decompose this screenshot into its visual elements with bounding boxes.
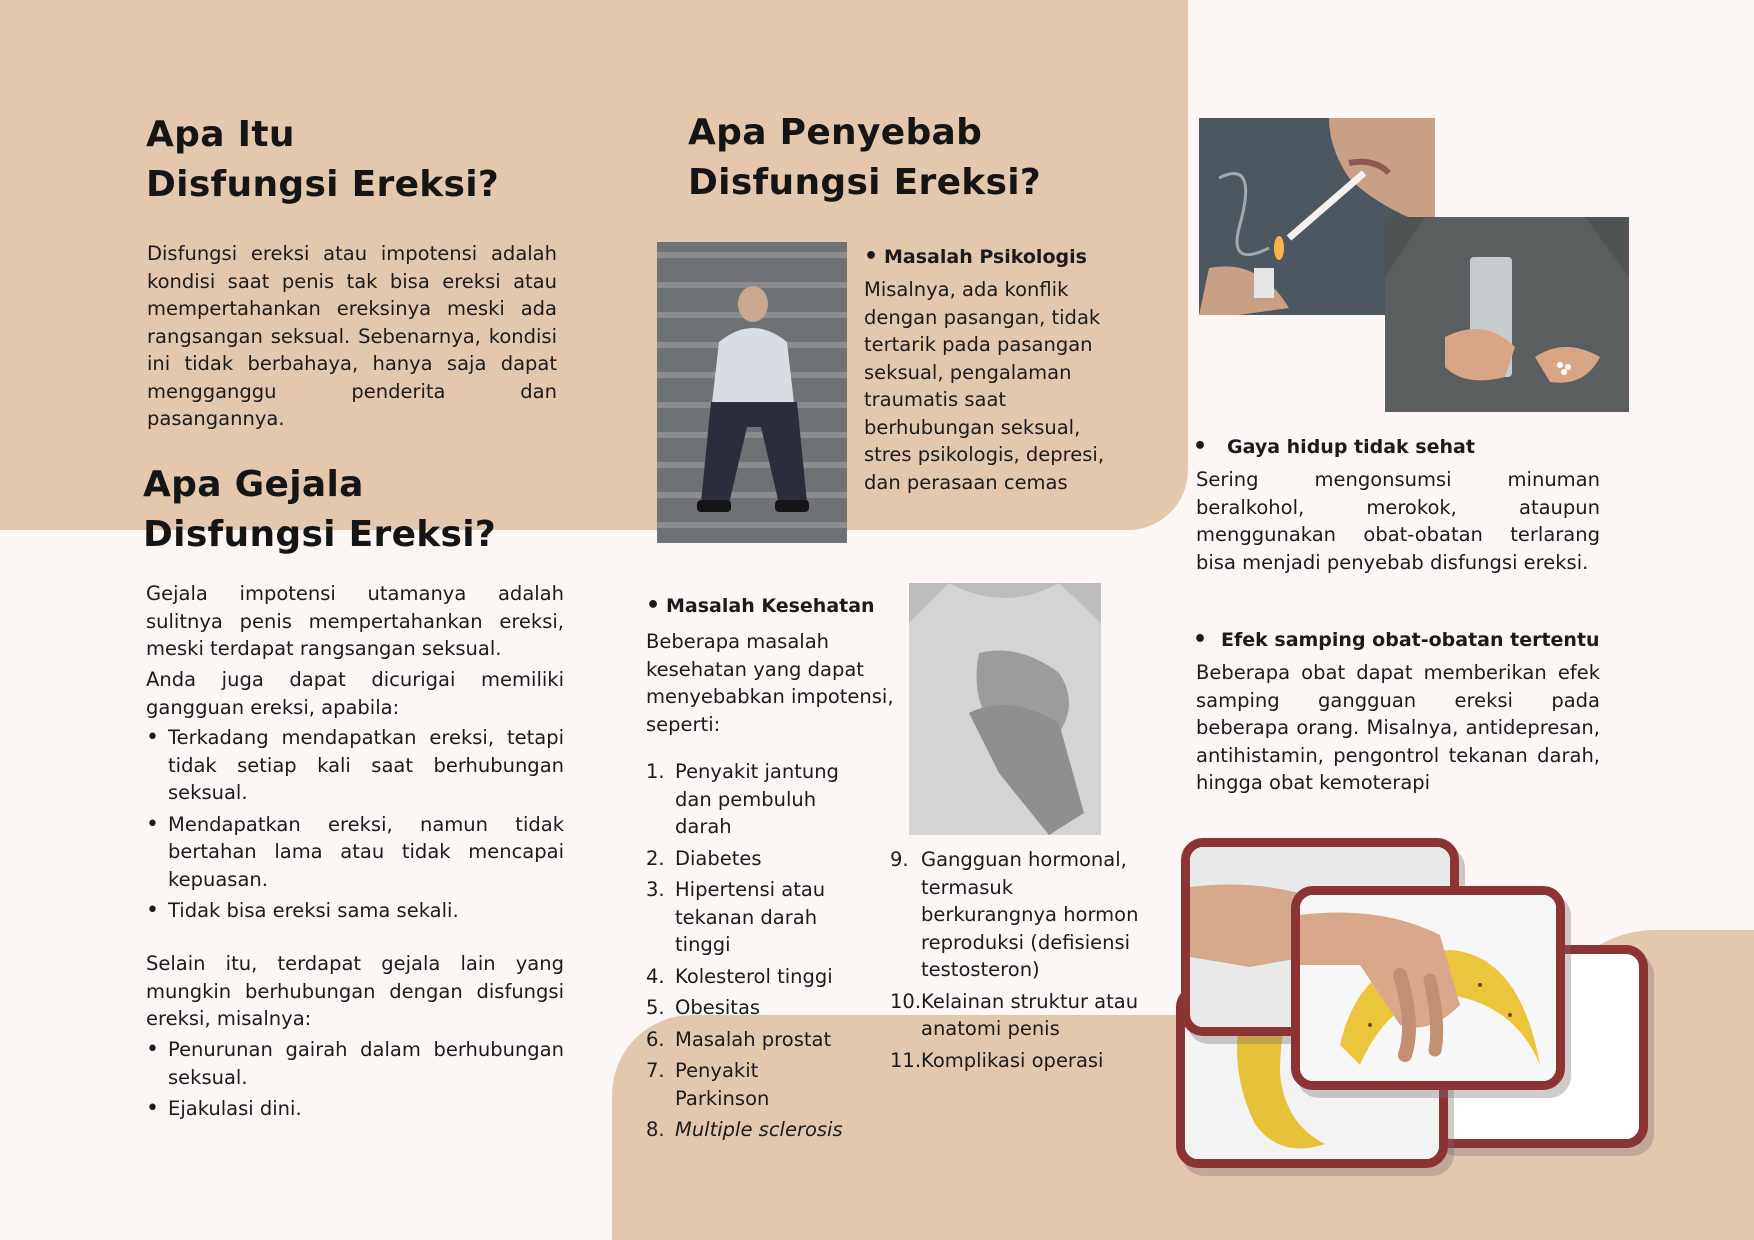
- list-item: [646, 1026, 856, 1054]
- health-list-continued: [890, 846, 1145, 1078]
- banana-photo-frame: [1291, 886, 1565, 1090]
- what-is-paragraph: Disfungsi ereksi atau impotensi adalah kondisi saat penis tak bisa ereksi atau mempertahankan ereksinya meski ada rangsangan seksual. Sebenarnya, kondisi ini tidak berbahaya, hanya saja dapat mengganggu penderita dan pasangannya.: [147, 242, 557, 430]
- list-number: 10.: [890, 989, 922, 1013]
- bullet-icon: •: [646, 593, 661, 618]
- lifestyle-heading-label: Gaya hidup tidak sehat: [1227, 436, 1475, 458]
- title-line: Disfungsi Ereksi?: [688, 162, 1042, 203]
- list-number: 9.: [890, 848, 909, 871]
- bullet-icon: •: [1193, 627, 1208, 652]
- list-text: Komplikasi operasi: [921, 1048, 1104, 1072]
- title-line: Apa Gejala: [143, 464, 364, 505]
- symptoms-intro-2: Anda juga dapat dicurigai memiliki gangguan ereksi, apabila:: [146, 668, 564, 719]
- list-number: 3.: [646, 878, 665, 901]
- list-item: [890, 1047, 1145, 1075]
- list-item: • Tidak bisa ereksi sama sekali.: [146, 897, 564, 925]
- banana-photo: [1300, 895, 1556, 1081]
- title-line: Disfungsi Ereksi?: [146, 164, 500, 205]
- stressed-man-photo: [657, 242, 847, 543]
- health-list: [646, 758, 856, 1148]
- list-text: Penyakit Parkinson: [675, 1059, 770, 1110]
- list-number: 1.: [646, 760, 665, 783]
- drug-effects-heading: [1193, 626, 1600, 654]
- list-text: Multiple sclerosis: [675, 1118, 843, 1141]
- symptoms-list: [146, 724, 564, 929]
- list-text: Hipertensi atau tekanan darah tinggi: [675, 878, 826, 956]
- list-number: 4.: [646, 964, 665, 988]
- list-text: Kolesterol tinggi: [675, 964, 833, 988]
- list-item: • Terkadang mendapatkan ereksi, tetapi tidak setiap kali saat berhubungan seksual.: [146, 724, 564, 807]
- section-title-causes: [688, 108, 1041, 208]
- list-item: [646, 1116, 856, 1144]
- bullet-icon: •: [1193, 434, 1208, 459]
- drug-effects-paragraph: Beberapa obat dapat memberikan efek samping gangguan ereksi pada beberapa orang. Misalnya, antidepresan, antihistamin, pengontrol tekanan darah, hingga obat kemoterapi: [1196, 661, 1600, 794]
- water-and-pills-photo: [1385, 217, 1629, 412]
- list-item: [646, 963, 856, 991]
- bullet-icon: •: [864, 244, 879, 269]
- list-text: Masalah prostat: [675, 1027, 832, 1051]
- list-item: [646, 876, 856, 959]
- list-text: Penyakit jantung dan pembuluh darah: [675, 760, 839, 838]
- list-number: 6.: [646, 1027, 665, 1051]
- list-text: Kelainan struktur atau anatomi penis: [921, 989, 1139, 1040]
- list-item: [646, 1057, 856, 1112]
- title-line: Apa Penyebab: [688, 112, 983, 153]
- list-item: • Penurunan gairah dalam berhubungan seksual.: [146, 1036, 564, 1091]
- list-item: [890, 988, 1145, 1043]
- psych-paragraph: Misalnya, ada konflik dengan pasangan, tidak tertarik pada pasangan seksual, pengalaman traumatis saat berhubungan seksual, stres psikologis, depresi, dan perasaan cemas: [864, 278, 1105, 494]
- psych-heading: [864, 243, 1087, 271]
- list-text: Gangguan hormonal, termasuk berkurangnya hormon reproduksi (defisiensi testosteron): [921, 848, 1139, 981]
- list-text: Diabetes: [675, 846, 762, 870]
- list-item: • Mendapatkan ereksi, namun tidak bertahan lama atau tidak mencapai kepuasan.: [146, 811, 564, 894]
- psych-heading-label: Masalah Psikologis: [884, 246, 1087, 268]
- list-number: 2.: [646, 846, 665, 870]
- symptoms-intro: Gejala impotensi utamanya adalah sulitnya penis mempertahankan ereksi, meski terdapat rangsangan seksual.: [146, 582, 564, 660]
- list-item: [646, 845, 856, 873]
- lifestyle-heading: [1193, 433, 1475, 461]
- other-symptoms-list: [146, 1036, 564, 1127]
- health-heading: [646, 592, 875, 620]
- list-item: [646, 994, 856, 1022]
- list-number: 7.: [646, 1059, 665, 1082]
- list-text: Obesitas: [675, 996, 761, 1019]
- section-title-what-is: [146, 110, 499, 210]
- list-item: [646, 758, 856, 841]
- section-title-symptoms: [143, 460, 496, 560]
- list-number: 8.: [646, 1118, 665, 1141]
- health-heading-label: Masalah Kesehatan: [666, 595, 875, 617]
- list-item: • Ejakulasi dini.: [146, 1095, 564, 1123]
- drug-effects-heading-label: Efek samping obat-obatan tertentu: [1221, 629, 1600, 651]
- title-line: Disfungsi Ereksi?: [143, 514, 497, 555]
- lifestyle-paragraph: Sering mengonsumsi minuman beralkohol, merokok, ataupun menggunakan obat-obatan terlarang bisa menjadi penyebab disfungsi ereksi.: [1196, 468, 1600, 574]
- other-symptoms-intro: Selain itu, terdapat gejala lain yang mungkin berhubungan dengan disfungsi ereksi, misalnya:: [146, 952, 564, 1030]
- list-item: [890, 846, 1145, 984]
- title-line: Apa Itu: [146, 114, 295, 155]
- list-number: 11.: [890, 1048, 922, 1072]
- chest-pain-photo: [909, 583, 1101, 835]
- list-number: 5.: [646, 996, 665, 1019]
- health-intro: Beberapa masalah kesehatan yang dapat menyebabkan impotensi, seperti:: [646, 630, 894, 736]
